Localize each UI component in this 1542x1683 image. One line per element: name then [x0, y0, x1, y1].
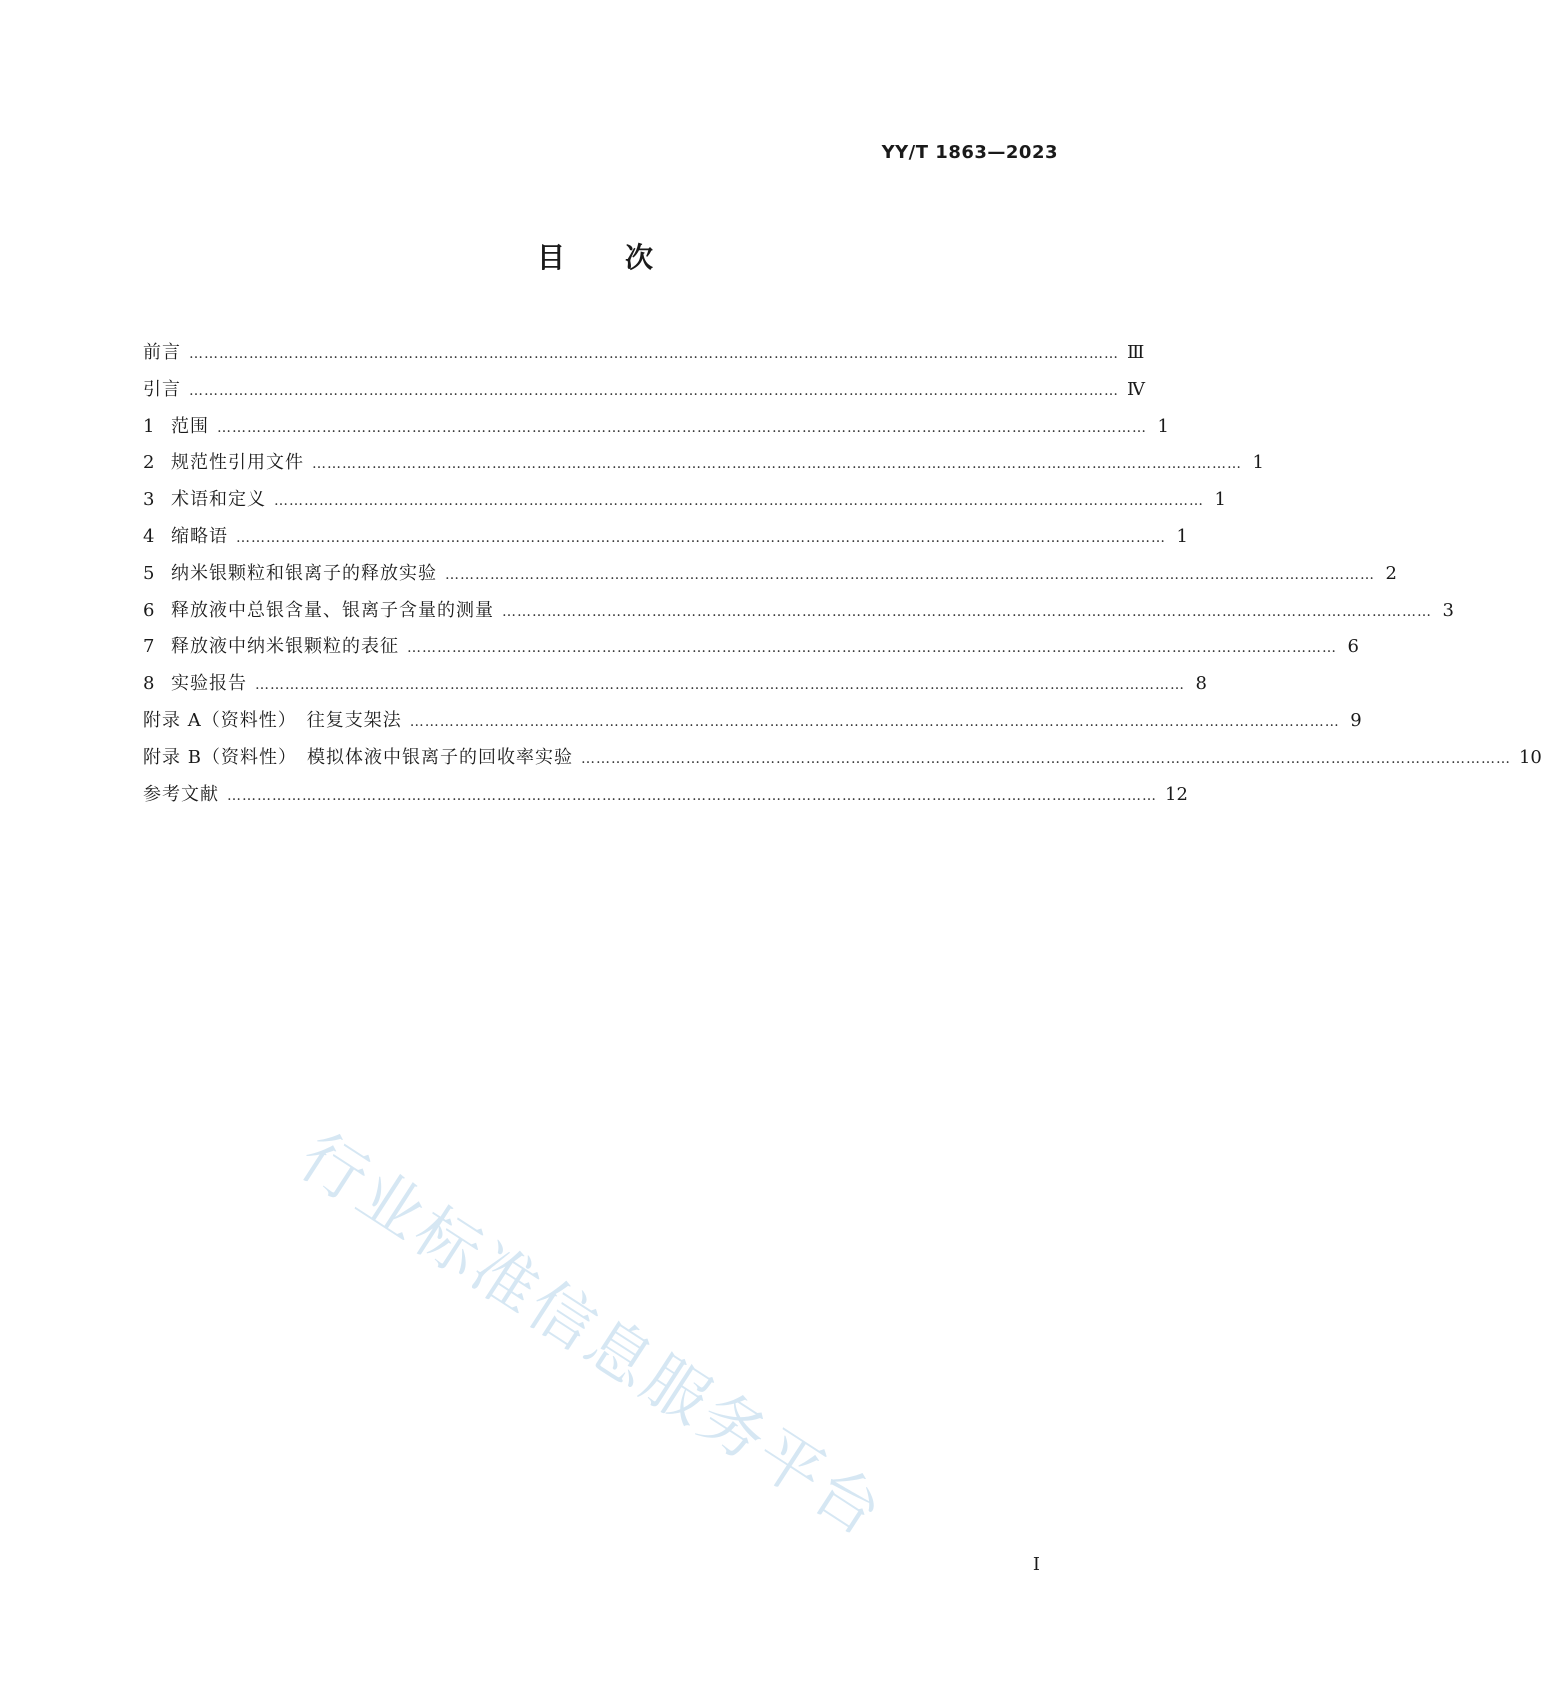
toc-entry-page: 8 — [1195, 673, 1207, 695]
toc-entry-introduction[interactable] — [143, 375, 1145, 412]
toc-entry-page: Ⅲ — [1127, 342, 1145, 363]
toc-entry-label: 规范性引用文件 — [171, 452, 304, 474]
toc-entry-number: 6 — [143, 599, 155, 621]
toc-entry-page: 10 — [1518, 746, 1542, 768]
toc-entry-6[interactable] — [143, 596, 1454, 633]
toc-entry-label: 实验报告 — [171, 673, 247, 695]
toc-leader-dots: …………………………………………………………………………………………………………………………………………………………………… — [236, 529, 1166, 546]
toc-leader-dots: …………………………………………………………………………………………………………………………………………………………………… — [502, 603, 1432, 620]
toc-entry-references[interactable] — [143, 780, 1188, 817]
toc-entry-4[interactable] — [143, 522, 1188, 559]
toc-entry-foreword[interactable] — [143, 338, 1145, 375]
toc-entry-page: 6 — [1347, 636, 1359, 658]
toc-leader-dots: …………………………………………………………………………………………………………………………………………………………………… — [580, 750, 1511, 767]
toc-entry-page: 3 — [1442, 599, 1454, 621]
toc-leader-dots: …………………………………………………………………………………………………………………………………………………………………… — [217, 419, 1147, 436]
toc-entry-3[interactable] — [143, 485, 1226, 522]
page-number: I — [1032, 1554, 1040, 1575]
toc-entry-page: 1 — [1214, 489, 1226, 511]
toc-entry-label: 前言 — [143, 342, 181, 363]
toc-leader-dots: …………………………………………………………………………………………………………………………………………………………………… — [312, 456, 1242, 473]
toc-entry-5[interactable] — [143, 559, 1397, 596]
toc-entry-8[interactable] — [143, 669, 1207, 706]
toc-entry-page: Ⅳ — [1127, 378, 1145, 400]
toc-entry-page: 2 — [1385, 562, 1397, 584]
toc-leader-dots: …………………………………………………………………………………………………………………………………………………………………… — [409, 713, 1340, 730]
toc-entry-number: 5 — [143, 562, 155, 584]
toc-entry-number: 4 — [143, 525, 155, 547]
title-char-1: 目 — [536, 241, 565, 274]
toc-entry-label: 参考文献 — [143, 783, 219, 805]
toc-leader-dots: …………………………………………………………………………………………………………………………………………………………………… — [189, 346, 1119, 362]
toc-entry-number: 2 — [143, 452, 155, 474]
toc-entry-appendix-a[interactable] — [143, 706, 1362, 743]
title-char-2: 次 — [625, 241, 654, 274]
table-of-contents — [143, 338, 1542, 816]
toc-entry-label: 释放液中总银含量、银离子含量的测量 — [171, 599, 494, 621]
toc-entry-1[interactable] — [143, 412, 1169, 449]
toc-entry-label: 缩略语 — [171, 525, 228, 547]
toc-entry-page: 9 — [1350, 709, 1362, 731]
standard-code: YY/T 1863—2023 — [881, 142, 1058, 163]
toc-entry-label: 纳米银颗粒和银离子的释放实验 — [171, 562, 437, 584]
toc-entry-appendix-b[interactable] — [143, 743, 1542, 780]
toc-entry-label: 附录 A（资料性） 往复支架法 — [143, 709, 402, 731]
toc-entry-page: 12 — [1165, 783, 1188, 805]
toc-entry-label: 引言 — [143, 378, 181, 400]
toc-leader-dots: …………………………………………………………………………………………………………………………………………………………………… — [255, 677, 1185, 694]
toc-leader-dots: …………………………………………………………………………………………………………………………………………………………………… — [227, 787, 1157, 804]
toc-entry-number: 7 — [143, 636, 155, 658]
toc-entry-page: 1 — [1157, 415, 1169, 437]
toc-leader-dots: …………………………………………………………………………………………………………………………………………………………………… — [274, 493, 1204, 510]
toc-entry-label: 附录 B（资料性） 模拟体液中银离子的回收率实验 — [143, 746, 573, 768]
toc-entry-label: 范围 — [171, 415, 209, 437]
page-title — [0, 236, 1190, 276]
toc-entry-page: 1 — [1252, 452, 1264, 474]
toc-entry-2[interactable] — [143, 448, 1264, 485]
toc-entry-7[interactable] — [143, 632, 1359, 669]
toc-leader-dots: …………………………………………………………………………………………………………………………………………………………………… — [407, 640, 1337, 657]
toc-leader-dots: …………………………………………………………………………………………………………………………………………………………………… — [189, 382, 1119, 399]
toc-entry-label: 术语和定义 — [171, 489, 266, 511]
toc-entry-number: 3 — [143, 489, 155, 511]
toc-entry-label: 释放液中纳米银颗粒的表征 — [171, 636, 399, 658]
toc-entry-number: 1 — [143, 415, 155, 437]
watermark: 行业标准信息服务平台 — [286, 1120, 898, 1553]
toc-entry-page: 1 — [1176, 525, 1188, 547]
toc-leader-dots: …………………………………………………………………………………………………………………………………………………………………… — [445, 566, 1375, 583]
toc-entry-number: 8 — [143, 673, 155, 695]
